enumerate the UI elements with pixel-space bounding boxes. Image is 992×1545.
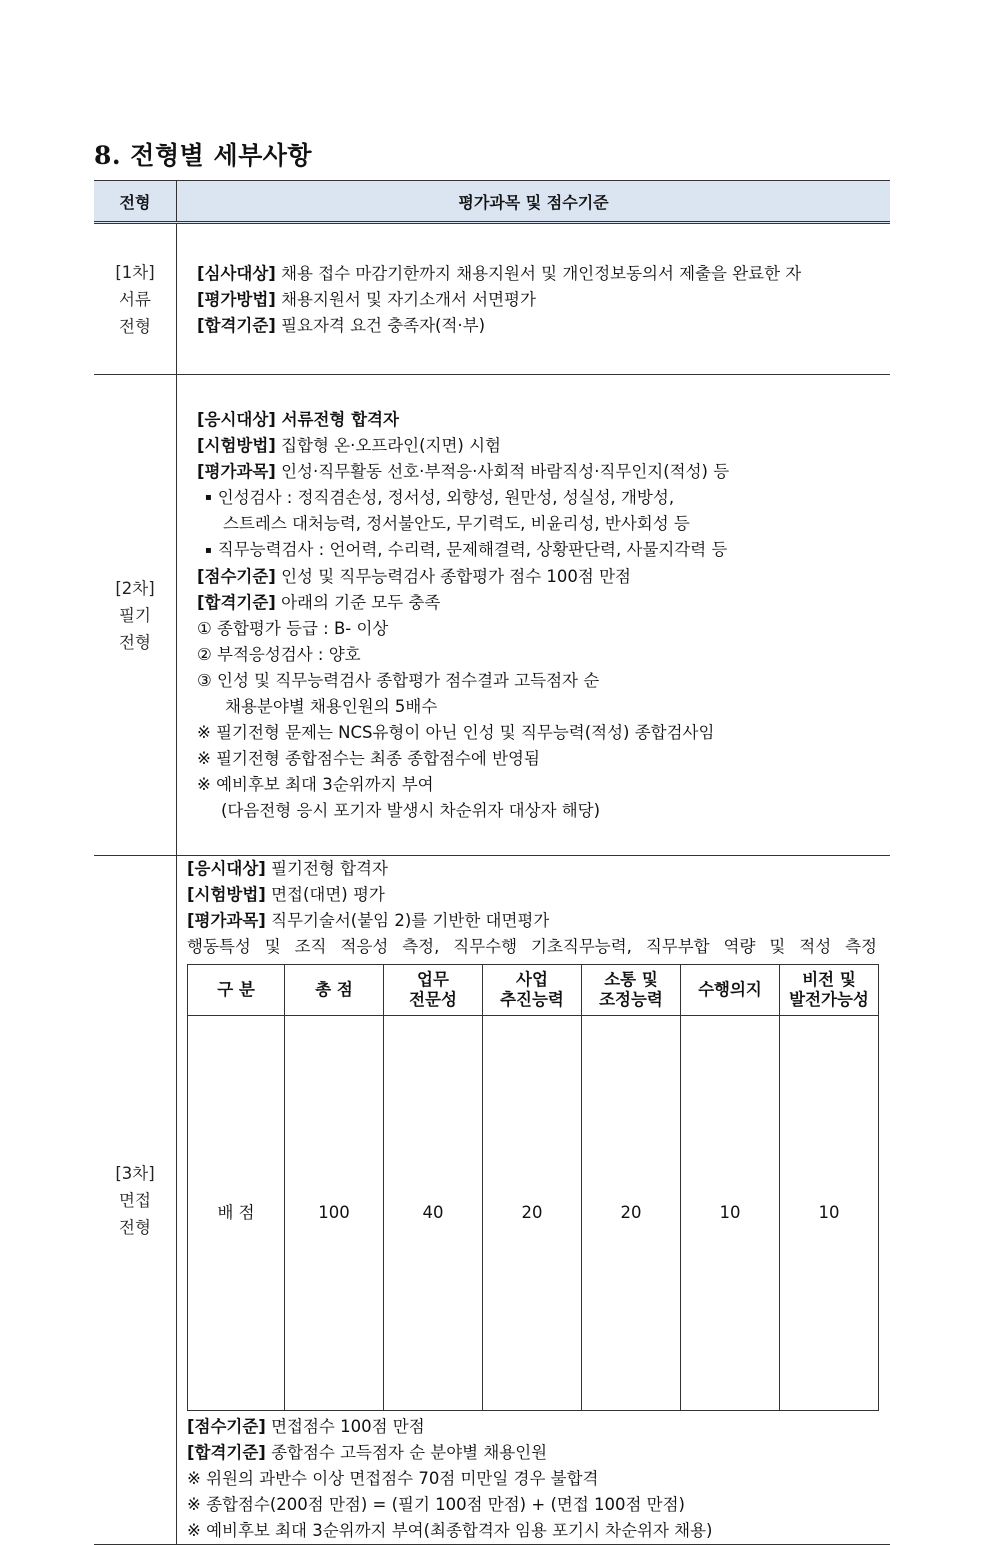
criterion-3: ③ 인성 및 직무능력검사 종합평가 점수결과 고득점자 순 — [197, 670, 600, 690]
score-cell: 10 — [780, 1016, 879, 1411]
personality-test-item: ▪ 인성검사 : 정직겸손성, 정서성, 외향성, 원만성, 성실성, 개방성, — [197, 485, 890, 512]
stage-1-target: [심사대상] 채용 접수 마감기한까지 채용지원서 및 개인정보동의서 제출을 완료한 자 — [197, 264, 802, 283]
bullet-icon: ▪ — [205, 544, 212, 556]
header-stage: 전형 — [94, 181, 177, 223]
score-header-cell: 비전 및 발전가능성 — [780, 965, 879, 1016]
criterion-2: ② 부적응성검사 : 양호 — [197, 644, 361, 664]
section-heading: 8. 전형별 세부사항 — [94, 141, 313, 170]
score-header-cell: 사업 추진능력 — [483, 965, 582, 1016]
score-cell: 40 — [384, 1016, 483, 1411]
note-1: ※ 위원의 과반수 이상 면접점수 70점 미만일 경우 불합격 — [187, 1469, 599, 1488]
header-content: 평가과목 및 점수기준 — [177, 181, 891, 223]
score-header-cell: 수행의지 — [681, 965, 780, 1016]
score-cell: 100 — [285, 1016, 384, 1411]
note-3: ※ 예비후보 최대 3순위까지 부여 — [197, 774, 434, 794]
score-cell: 배 점 — [188, 1016, 285, 1411]
stage-2-target: [응시대상] 서류전형 합격자 — [197, 409, 399, 429]
score-header-cell: 업무 전문성 — [384, 965, 483, 1016]
bullet-icon: ▪ — [205, 492, 212, 503]
score-table-header — [188, 965, 879, 1016]
stage-3-content — [177, 856, 891, 1545]
interview-score-table — [187, 964, 879, 1411]
stage-3-subject-desc: 행동특성 및 조직 적응성 측정, 직무수행 기초직무능력, 직무부합 역량 및 적성 측정 — [187, 937, 877, 956]
selection-details-table — [94, 180, 890, 1545]
stage-2-subject: [평가과목] 인성·직무활동 선호·부적응·사회적 바람직성·직무인지(적성) 등 — [197, 461, 730, 481]
stage-2-method: [시험방법] 집합형 온·오프라인(지면) 시험 — [197, 435, 501, 455]
stage-1-name: [1차] 서류 전형 — [94, 223, 177, 375]
note-3-sub: (다음전형 응시 포기자 발생시 차순위자 대상자 해당) — [221, 800, 601, 820]
stage-3-score: [점수기준] 면접점수 100점 만점 — [187, 1417, 425, 1436]
table-header-row — [94, 181, 890, 223]
stage-3-target: [응시대상] 필기전형 합격자 — [187, 859, 388, 878]
stage-1-row — [94, 223, 890, 375]
stage-1-method: [평가방법] 채용지원서 및 자기소개서 서면평가 — [197, 290, 536, 309]
stage-3-pass: [합격기준] 종합점수 고득점자 순 분야별 채용인원 — [187, 1443, 548, 1462]
stage-3-subject: [평가과목] 직무기술서(붙임 2)를 기반한 대면평가 — [187, 911, 550, 930]
note-1: ※ 필기전형 문제는 NCS유형이 아닌 인성 및 직무능력(적성) 종합검사임 — [197, 722, 715, 742]
criterion-3-cont: 채용분야별 채용인원의 5배수 — [225, 696, 438, 716]
score-cell: 20 — [582, 1016, 681, 1411]
score-header-cell: 총 점 — [285, 965, 384, 1016]
note-3: ※ 예비후보 최대 3순위까지 부여(최종합격자 임용 포기시 차순위자 채용) — [187, 1521, 713, 1540]
stage-2-pass: [합격기준] 아래의 기준 모두 충족 — [197, 592, 441, 612]
score-cell: 10 — [681, 1016, 780, 1411]
note-2: ※ 종합점수(200점 만점) = (필기 100점 만점) + (면접 100점 만점) — [187, 1495, 685, 1514]
stage-3-method: [시험방법] 면접(대면) 평가 — [187, 885, 385, 904]
score-table-row — [188, 1016, 879, 1411]
stage-1-pass: [합격기준] 필요자격 요건 충족자(적·부) — [197, 316, 486, 335]
stage-2-content — [177, 375, 891, 856]
score-header-cell: 소통 및 조정능력 — [582, 965, 681, 1016]
note-2: ※ 필기전형 종합점수는 최종 종합점수에 반영됨 — [197, 748, 540, 768]
stage-2-name: [2차] 필기 전형 — [94, 375, 177, 856]
stage-1-content — [177, 223, 891, 375]
stage-3-name: [3차] 면접 전형 — [94, 856, 177, 1545]
ability-test-item: ▪ 직무능력검사 : 언어력, 수리력, 문제해결력, 상황판단력, 사물지각력 등 — [197, 537, 890, 564]
stage-3-row — [94, 856, 890, 1545]
stage-2-score: [점수기준] 인성 및 직무능력검사 종합평가 점수 100점 만점 — [197, 566, 631, 586]
stage-2-row — [94, 375, 890, 856]
criterion-1: ① 종합평가 등급 : B- 이상 — [197, 618, 389, 638]
score-cell: 20 — [483, 1016, 582, 1411]
score-header-cell: 구 분 — [188, 965, 285, 1016]
personality-test-item-cont: 스트레스 대처능력, 정서불안도, 무기력도, 비윤리성, 반사회성 등 — [223, 514, 690, 533]
